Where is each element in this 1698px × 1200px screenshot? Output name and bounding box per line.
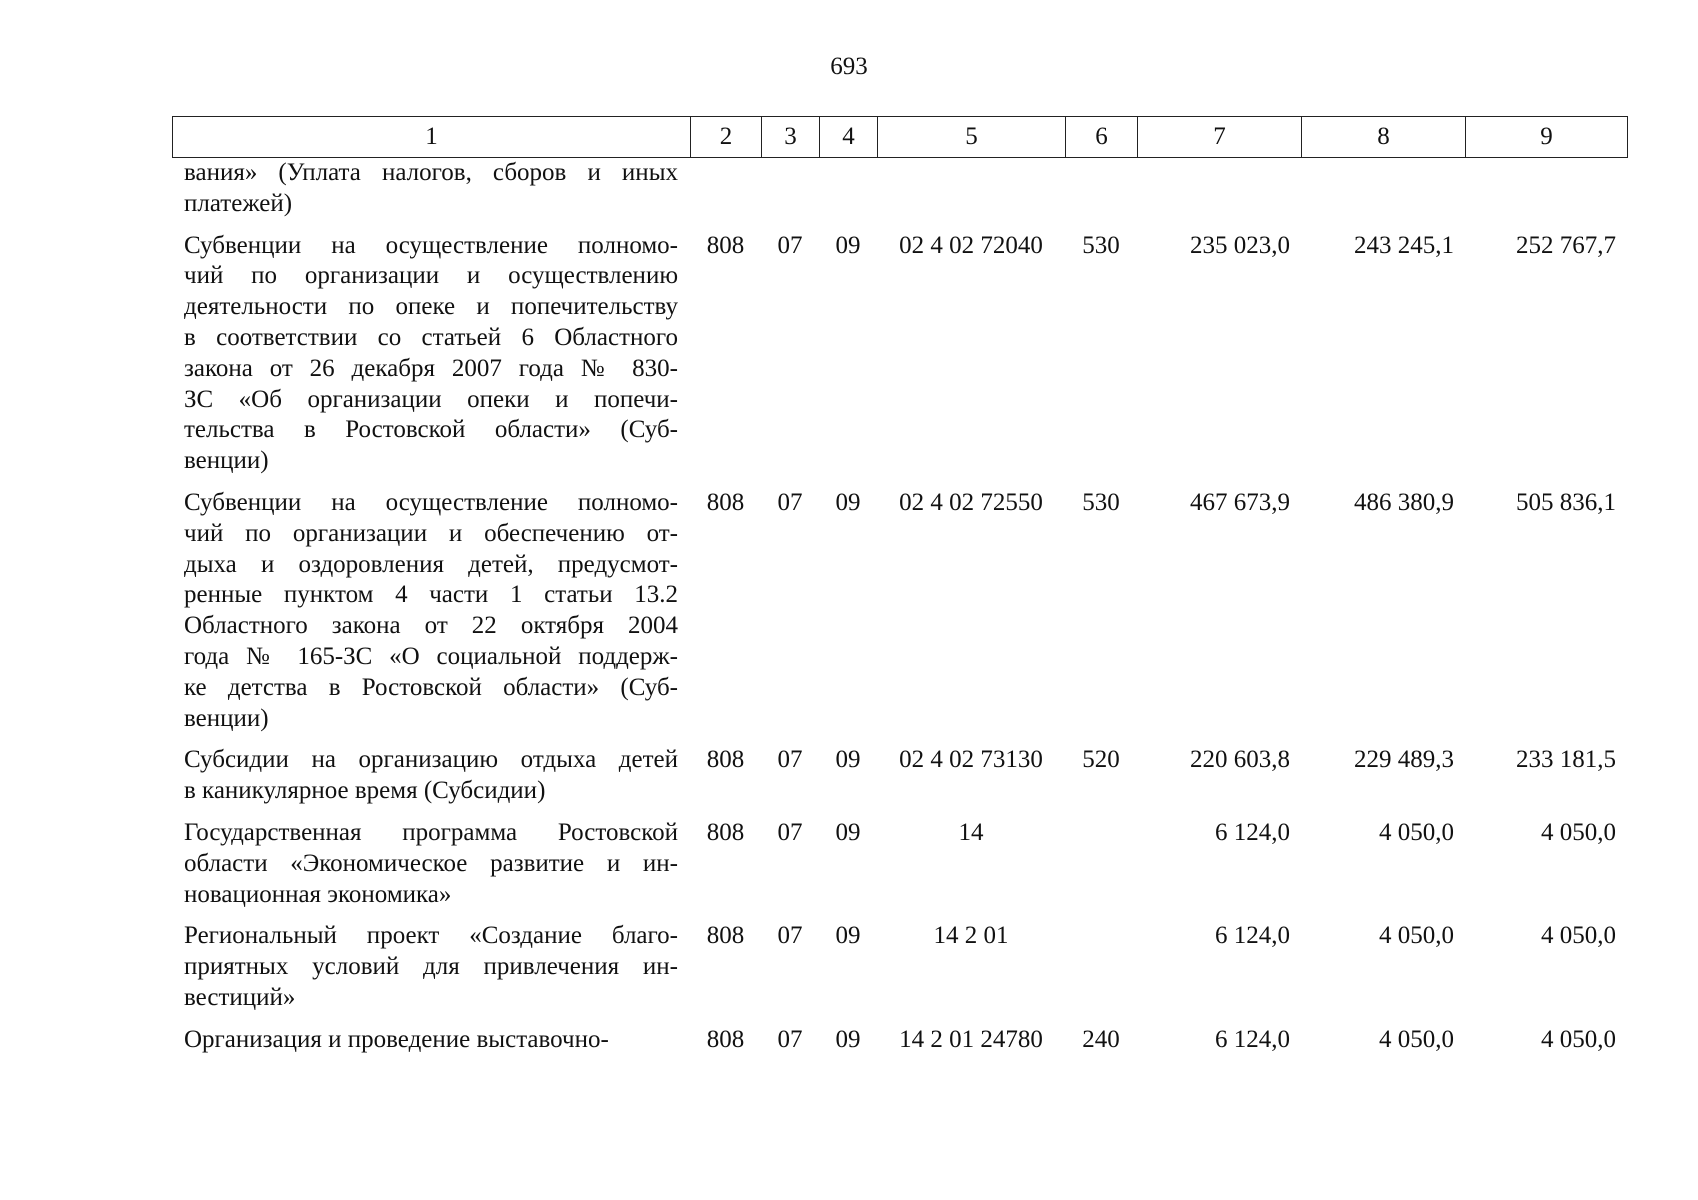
target-article-code: 02 4 02 72040 — [899, 231, 1043, 259]
amount-year-2: 229 489,3 — [1354, 746, 1454, 774]
table-row — [172, 818, 1627, 921]
target-article-code: 14 — [958, 818, 984, 846]
header-cell-1: 1 — [173, 117, 691, 158]
amount-year-1: 6 124,0 — [1215, 818, 1290, 846]
subsection-code: 09 — [835, 922, 861, 950]
row-description — [172, 1025, 690, 1067]
header-cell-6: 6 — [1066, 117, 1138, 158]
table-row — [172, 921, 1627, 1024]
description-line: Региональный проект «Создание благо- — [184, 922, 678, 950]
description-line: области «Экономическое развитие и ин- — [184, 849, 678, 877]
header-cell-8: 8 — [1302, 117, 1466, 158]
header-cell-9: 9 — [1466, 117, 1628, 158]
description-line: ЗС «Об организации опеки и попечи- — [184, 385, 678, 413]
table-row — [172, 745, 1627, 818]
row-description — [172, 158, 690, 231]
target-article-code: 02 4 02 73130 — [899, 746, 1043, 774]
page-number: 693 — [830, 53, 868, 80]
subsection-code: 09 — [835, 231, 861, 259]
amount-year-3: 233 181,5 — [1516, 746, 1616, 774]
budget-table — [172, 158, 1627, 1067]
description-line: венции) — [184, 447, 269, 475]
amount-year-3: 4 050,0 — [1541, 922, 1616, 950]
table-row — [172, 1025, 1627, 1067]
row-description — [172, 818, 690, 921]
description-line: вестиций» — [184, 983, 296, 1011]
amount-year-1: 6 124,0 — [1215, 922, 1290, 950]
subsection-code — [819, 158, 877, 231]
description-line: ренные пунктом 4 части 1 статьи 13.2 — [184, 581, 678, 609]
header-cell-7: 7 — [1138, 117, 1302, 158]
amount-year-2: 4 050,0 — [1379, 1025, 1454, 1053]
description-line: дыха и оздоровления детей, предусмот- — [184, 550, 678, 578]
table-row — [172, 488, 1627, 745]
description-line: Субвенции на осуществление полномо- — [184, 488, 678, 516]
table-row — [172, 158, 1627, 231]
row-description — [172, 745, 690, 818]
description-line: тельства в Ростовской области» (Суб- — [184, 416, 678, 444]
description-line: в соответствии со статьей 6 Областного — [184, 323, 678, 351]
section-code: 07 — [777, 746, 803, 774]
description-line: чий по организации и обеспечению от- — [184, 519, 678, 547]
target-article-code: 14 2 01 24780 — [899, 1025, 1043, 1053]
description-line: года № 165-ЗС «О социальной поддерж- — [184, 642, 678, 670]
header-cell-3: 3 — [762, 117, 820, 158]
expense-type-code — [1065, 921, 1137, 1024]
section-code — [761, 158, 819, 231]
section-code: 07 — [777, 231, 803, 259]
section-code: 07 — [777, 922, 803, 950]
ministry-code: 808 — [706, 922, 745, 950]
row-description — [172, 488, 690, 745]
target-article-code: 14 2 01 — [933, 922, 1009, 950]
amount-year-3 — [1465, 158, 1627, 231]
description-line: приятных условий для привлечения ин- — [184, 953, 678, 981]
description-line: Субвенции на осуществление полномо- — [184, 231, 678, 259]
header-cell-2: 2 — [691, 117, 762, 158]
amount-year-3: 505 836,1 — [1516, 488, 1616, 516]
amount-year-2 — [1301, 158, 1465, 231]
description-line: закона от 26 декабря 2007 года № 830- — [184, 354, 678, 382]
amount-year-2: 4 050,0 — [1379, 922, 1454, 950]
expense-type-code — [1065, 818, 1137, 921]
subsection-code: 09 — [835, 818, 861, 846]
ministry-code: 808 — [706, 231, 745, 259]
amount-year-3: 4 050,0 — [1541, 1025, 1616, 1053]
ministry-code: 808 — [706, 746, 745, 774]
amount-year-1: 6 124,0 — [1215, 1025, 1290, 1053]
description-line: Областного закона от 22 октября 2004 — [184, 612, 678, 640]
ministry-code: 808 — [706, 488, 745, 516]
expense-type-code: 530 — [1082, 488, 1120, 516]
description-line: Организация и проведение выставочно- — [184, 1025, 609, 1053]
description-line: венции) — [184, 704, 269, 732]
row-description — [172, 921, 690, 1024]
subsection-code: 09 — [835, 1025, 861, 1053]
amount-year-2: 486 380,9 — [1354, 488, 1454, 516]
table-header — [172, 116, 1628, 158]
section-code: 07 — [777, 818, 803, 846]
ministry-code — [690, 158, 761, 231]
amount-year-1 — [1137, 158, 1301, 231]
description-line: новационная экономика» — [184, 880, 452, 908]
expense-type-code: 240 — [1082, 1025, 1120, 1053]
target-article-code — [877, 158, 1065, 231]
section-code: 07 — [777, 488, 803, 516]
header-cell-4: 4 — [820, 117, 878, 158]
amount-year-2: 4 050,0 — [1379, 818, 1454, 846]
description-line: Субсидии на организацию отдыха детей — [184, 746, 678, 774]
amount-year-1: 467 673,9 — [1190, 488, 1290, 516]
expense-type-code: 530 — [1082, 231, 1120, 259]
expense-type-code — [1065, 158, 1137, 231]
amount-year-1: 235 023,0 — [1190, 231, 1290, 259]
row-description — [172, 231, 690, 488]
description-line: чий по организации и осуществлению — [184, 262, 678, 290]
description-line: Государственная программа Ростовской — [184, 818, 678, 846]
ministry-code: 808 — [706, 1025, 745, 1053]
description-line: в каникулярное время (Субсидии) — [184, 777, 546, 805]
description-line: ке детства в Ростовской области» (Суб- — [184, 673, 678, 701]
subsection-code: 09 — [835, 488, 861, 516]
table-row — [172, 231, 1627, 488]
amount-year-3: 252 767,7 — [1516, 231, 1616, 259]
description-line: деятельности по опеке и попечительству — [184, 293, 678, 321]
target-article-code: 02 4 02 72550 — [899, 488, 1043, 516]
ministry-code: 808 — [706, 818, 745, 846]
header-row — [173, 117, 1628, 158]
description-line: платежей) — [184, 189, 293, 217]
description-line: вания» (Уплата налогов, сборов и иных — [184, 159, 678, 186]
amount-year-1: 220 603,8 — [1190, 746, 1290, 774]
section-code: 07 — [777, 1025, 803, 1053]
subsection-code: 09 — [835, 746, 861, 774]
header-cell-5: 5 — [878, 117, 1066, 158]
expense-type-code: 520 — [1082, 746, 1120, 774]
amount-year-3: 4 050,0 — [1541, 818, 1616, 846]
amount-year-2: 243 245,1 — [1354, 231, 1454, 259]
